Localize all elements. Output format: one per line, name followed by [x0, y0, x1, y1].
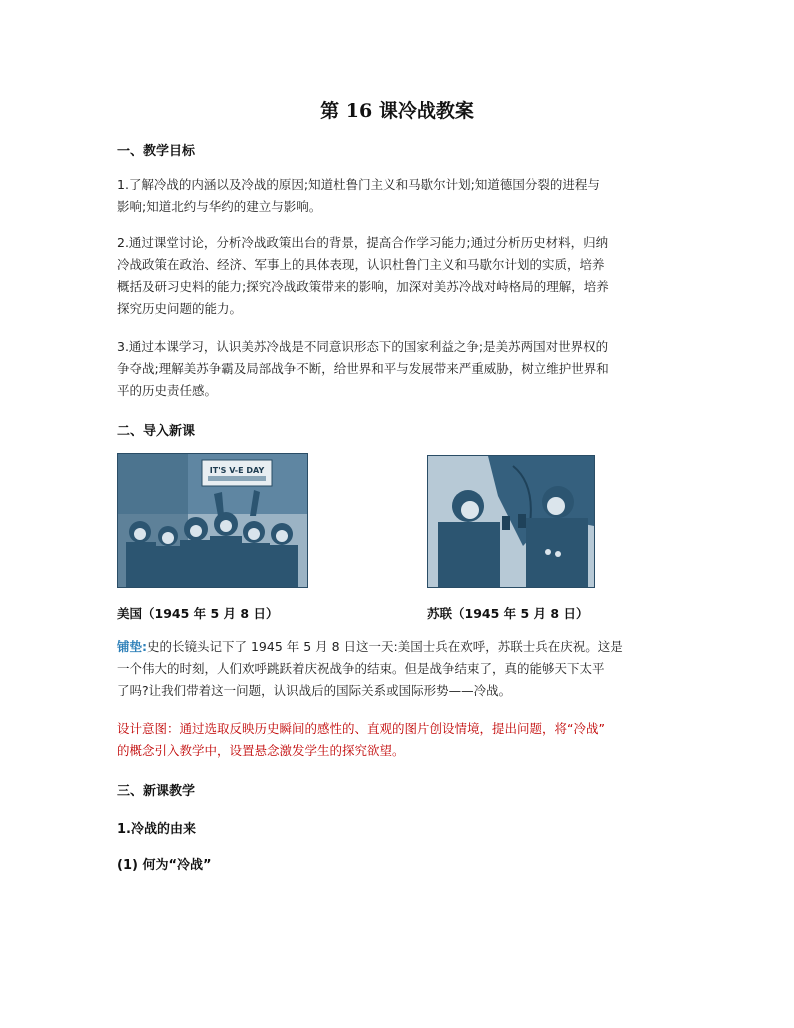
- objective-item-3: [117, 336, 682, 402]
- text-line: 冷战政策在政治、经济、军事上的具体表现，认识杜鲁门主义和马歇尔计划的实质，培养: [117, 257, 605, 272]
- text-line: 2.通过课堂讨论，分析冷战政策出台的背景，提高合作学习能力;通过分析历史材料，归纳: [117, 235, 609, 250]
- objective-item-2: [117, 232, 682, 320]
- text-line: 3.通过本课学习，认识美苏冷战是不同意识形态下的国家利益之争;是美苏两国对世界权的: [117, 339, 609, 354]
- text-line: 一个伟大的时刻，人们欢呼跳跃着庆祝战争的结束。但是战争结束了，真的能够天下太平: [117, 661, 605, 676]
- caption-usa: 美国（1945 年 5 月 8 日）: [117, 606, 279, 621]
- text-line: 探究历史问题的能力。: [117, 301, 243, 316]
- pave-label: 铺垫:: [117, 639, 147, 654]
- photo-sign-text: IT'S V-E DAY: [209, 466, 265, 475]
- section-heading-new-lesson: 三、新课教学: [117, 784, 196, 799]
- photo-ussr-celebration: [427, 455, 595, 588]
- pave-line-1: 史的长镜头记下了 1945 年 5 月 8 日这一天:美国士兵在欢呼，苏联士兵在庆祝。这是: [147, 639, 623, 654]
- text-line: 了吗?让我们带着这一问题，认识战后的国际关系或国际形势——冷战。: [117, 683, 512, 698]
- design-intent-paragraph: [117, 718, 682, 762]
- text-line: 概括及研习史料的能力;探究冷战政策带来的影响，加深对美苏冷战对峙格局的理解，培养: [117, 279, 609, 294]
- page-title: 第 16 课冷战教案: [320, 100, 474, 122]
- subheading-what-is-cold-war: (1) 何为“冷战”: [117, 858, 212, 873]
- text-line: 平的历史责任感。: [117, 383, 218, 398]
- objective-item-1: [117, 174, 682, 218]
- text-line: [117, 636, 682, 658]
- pave-paragraph: [117, 636, 682, 702]
- text-line: 影响;知道北约与华约的建立与影响。: [117, 199, 322, 214]
- text-line: 设计意图：通过选取反映历史瞬间的感性的、直观的图片创设情境，提出问题，将“冷战”: [117, 721, 605, 736]
- subheading-origin: 1.冷战的由来: [117, 822, 196, 837]
- text-line: 争夺战;理解美苏争霸及局部战争不断，给世界和平与发展带来严重威胁，树立维护世界和: [117, 361, 609, 376]
- text-line: 的概念引入教学中，设置悬念激发学生的探究欲望。: [117, 743, 405, 758]
- section-heading-objectives: 一、教学目标: [117, 144, 196, 159]
- photo-usa-ve-day: [117, 453, 308, 588]
- text-line: 1.了解冷战的内涵以及冷战的原因;知道杜鲁门主义和马歇尔计划;知道德国分裂的进程与: [117, 177, 600, 192]
- photo-ussr-image: [428, 456, 594, 587]
- caption-ussr: 苏联（1945 年 5 月 8 日）: [427, 606, 589, 621]
- photo-usa-image: [118, 454, 307, 587]
- section-heading-intro: 二、导入新课: [117, 424, 196, 439]
